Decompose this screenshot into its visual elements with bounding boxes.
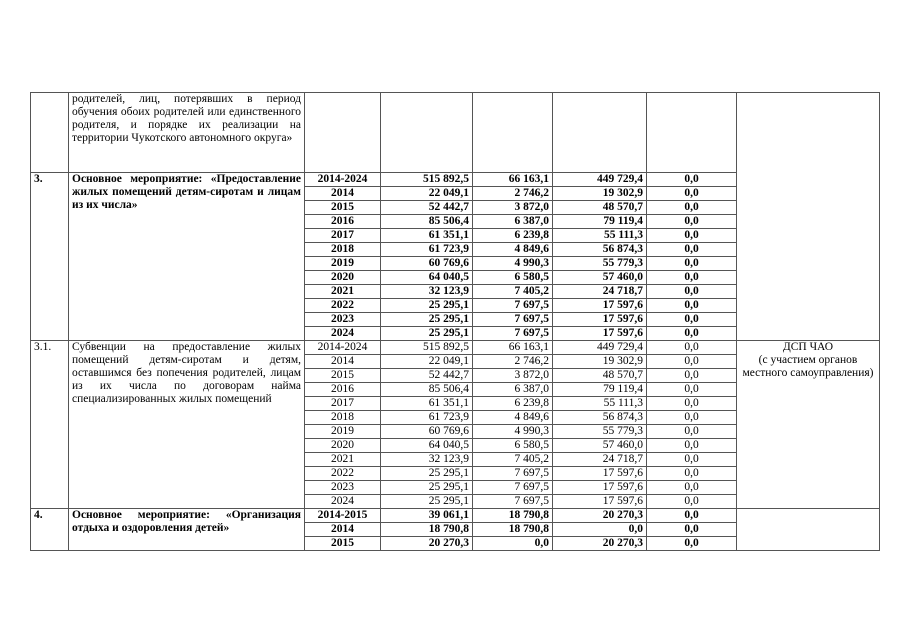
other-cell: 0,0: [647, 425, 737, 439]
total-cell: 20 270,3: [381, 537, 473, 551]
regional-cell: 24 718,7: [553, 285, 647, 299]
federal-cell: 7 697,5: [473, 299, 553, 313]
total-cell: 25 295,1: [381, 313, 473, 327]
period-cell: 2020: [305, 271, 381, 285]
continued-row: [31, 93, 880, 173]
total-cell: 18 790,8: [381, 523, 473, 537]
total-cell: 25 295,1: [381, 327, 473, 341]
total-cell: 61 723,9: [381, 411, 473, 425]
period-cell: 2022: [305, 299, 381, 313]
other-cell: 0,0: [647, 523, 737, 537]
total-cell: 61 351,1: [381, 397, 473, 411]
total-cell: 52 442,7: [381, 369, 473, 383]
executor-cell: [737, 509, 880, 551]
other-cell: 0,0: [647, 271, 737, 285]
federal-cell: 0,0: [473, 537, 553, 551]
period-cell: 2015: [305, 369, 381, 383]
period-cell: 2021: [305, 453, 381, 467]
empty-cell: [473, 93, 553, 173]
other-cell: 0,0: [647, 383, 737, 397]
total-cell: 64 040,5: [381, 271, 473, 285]
period-cell: 2024: [305, 327, 381, 341]
regional-cell: 20 270,3: [553, 537, 647, 551]
other-cell: 0,0: [647, 453, 737, 467]
total-cell: 52 442,7: [381, 201, 473, 215]
total-cell: 32 123,9: [381, 453, 473, 467]
regional-cell: 19 302,9: [553, 355, 647, 369]
other-cell: 0,0: [647, 341, 737, 355]
total-cell: 22 049,1: [381, 355, 473, 369]
federal-cell: 2 746,2: [473, 355, 553, 369]
other-cell: 0,0: [647, 397, 737, 411]
other-cell: 0,0: [647, 285, 737, 299]
federal-cell: 7 697,5: [473, 327, 553, 341]
other-cell: 0,0: [647, 313, 737, 327]
period-cell: 2017: [305, 397, 381, 411]
other-cell: 0,0: [647, 537, 737, 551]
federal-cell: 4 990,3: [473, 257, 553, 271]
regional-cell: 55 779,3: [553, 425, 647, 439]
other-cell: 0,0: [647, 467, 737, 481]
total-cell: 85 506,4: [381, 383, 473, 397]
regional-cell: 55 111,3: [553, 229, 647, 243]
period-cell: 2015: [305, 537, 381, 551]
regional-cell: 56 874,3: [553, 243, 647, 257]
federal-cell: 3 872,0: [473, 369, 553, 383]
federal-cell: 3 872,0: [473, 201, 553, 215]
table-row: [31, 509, 880, 523]
continued-description: родителей, лиц, потерявших в период обучения обоих родителей или единственного родителя, и порядке их реализации на территории Чукотского автономного округа»: [69, 93, 305, 173]
period-cell: 2021: [305, 285, 381, 299]
period-cell: 2022: [305, 467, 381, 481]
row-number-cell: 3.: [31, 173, 69, 341]
federal-cell: 6 387,0: [473, 383, 553, 397]
federal-cell: 6 580,5: [473, 439, 553, 453]
regional-cell: 55 111,3: [553, 397, 647, 411]
regional-cell: 449 729,4: [553, 173, 647, 187]
federal-cell: 4 990,3: [473, 425, 553, 439]
executor-text: ДСП ЧАО (с участием органов местного самоуправления): [742, 341, 874, 379]
activity-title: Основное мероприятие: «Предоставление жилых помещений детям-сиротам и лицам из их числа»: [69, 173, 305, 341]
federal-cell: 7 697,5: [473, 481, 553, 495]
regional-cell: 17 597,6: [553, 495, 647, 509]
table-row: [31, 341, 880, 355]
total-cell: 25 295,1: [381, 481, 473, 495]
period-cell: 2017: [305, 229, 381, 243]
other-cell: 0,0: [647, 481, 737, 495]
regional-cell: 56 874,3: [553, 411, 647, 425]
regional-cell: 48 570,7: [553, 201, 647, 215]
regional-cell: 79 119,4: [553, 215, 647, 229]
regional-cell: 20 270,3: [553, 509, 647, 523]
period-cell: 2016: [305, 383, 381, 397]
period-cell: 2020: [305, 439, 381, 453]
period-cell: 2015: [305, 201, 381, 215]
federal-cell: 4 849,6: [473, 411, 553, 425]
total-cell: 32 123,9: [381, 285, 473, 299]
empty-cell: [553, 93, 647, 173]
federal-cell: 6 580,5: [473, 271, 553, 285]
federal-cell: 7 697,5: [473, 467, 553, 481]
other-cell: 0,0: [647, 201, 737, 215]
period-cell: 2019: [305, 425, 381, 439]
regional-cell: 0,0: [553, 523, 647, 537]
federal-cell: 66 163,1: [473, 341, 553, 355]
other-cell: 0,0: [647, 299, 737, 313]
total-cell: 61 351,1: [381, 229, 473, 243]
other-cell: 0,0: [647, 243, 737, 257]
regional-cell: 79 119,4: [553, 383, 647, 397]
period-cell: 2016: [305, 215, 381, 229]
executor-cell: [737, 341, 880, 509]
other-cell: 0,0: [647, 509, 737, 523]
empty-cell: [647, 93, 737, 173]
period-cell: 2023: [305, 481, 381, 495]
total-cell: 25 295,1: [381, 495, 473, 509]
other-cell: 0,0: [647, 369, 737, 383]
total-cell: 515 892,5: [381, 173, 473, 187]
federal-cell: 66 163,1: [473, 173, 553, 187]
regional-cell: 17 597,6: [553, 299, 647, 313]
regional-cell: 19 302,9: [553, 187, 647, 201]
regional-cell: 17 597,6: [553, 467, 647, 481]
empty-cell: [305, 93, 381, 173]
total-cell: 25 295,1: [381, 299, 473, 313]
federal-cell: 18 790,8: [473, 509, 553, 523]
other-cell: 0,0: [647, 257, 737, 271]
empty-cell: [737, 93, 880, 341]
other-cell: 0,0: [647, 411, 737, 425]
federal-cell: 7 405,2: [473, 285, 553, 299]
other-cell: 0,0: [647, 439, 737, 453]
total-cell: 60 769,6: [381, 425, 473, 439]
regional-cell: 17 597,6: [553, 313, 647, 327]
period-cell: 2019: [305, 257, 381, 271]
total-cell: 22 049,1: [381, 187, 473, 201]
federal-cell: 7 405,2: [473, 453, 553, 467]
other-cell: 0,0: [647, 355, 737, 369]
period-cell: 2014: [305, 355, 381, 369]
period-cell: 2014-2015: [305, 509, 381, 523]
total-cell: 60 769,6: [381, 257, 473, 271]
activity-title: Основное мероприятие: «Организация отдыха и оздоровления детей»: [69, 509, 305, 551]
period-cell: 2014: [305, 187, 381, 201]
other-cell: 0,0: [647, 173, 737, 187]
row-number-cell: [31, 93, 69, 173]
total-cell: 39 061,1: [381, 509, 473, 523]
period-cell: 2014: [305, 523, 381, 537]
total-cell: 61 723,9: [381, 243, 473, 257]
regional-cell: 17 597,6: [553, 481, 647, 495]
regional-cell: 449 729,4: [553, 341, 647, 355]
other-cell: 0,0: [647, 215, 737, 229]
total-cell: 85 506,4: [381, 215, 473, 229]
federal-cell: 7 697,5: [473, 313, 553, 327]
period-cell: 2023: [305, 313, 381, 327]
federal-cell: 4 849,6: [473, 243, 553, 257]
other-cell: 0,0: [647, 187, 737, 201]
period-cell: 2018: [305, 243, 381, 257]
row-number-cell: 3.1.: [31, 341, 69, 509]
regional-cell: 24 718,7: [553, 453, 647, 467]
total-cell: 25 295,1: [381, 467, 473, 481]
activity-title: Субвенции на предоставление жилых помещений детям-сиротам и детям, оставшимся без попечения родителей, лицам из их числа по договорам найма специализированных жилых помещений: [69, 341, 305, 509]
regional-cell: 57 460,0: [553, 439, 647, 453]
regional-cell: 48 570,7: [553, 369, 647, 383]
total-cell: 515 892,5: [381, 341, 473, 355]
funding-table: [30, 92, 880, 551]
other-cell: 0,0: [647, 495, 737, 509]
period-cell: 2014-2024: [305, 341, 381, 355]
federal-cell: 6 239,8: [473, 397, 553, 411]
period-cell: 2014-2024: [305, 173, 381, 187]
federal-cell: 6 387,0: [473, 215, 553, 229]
total-cell: 64 040,5: [381, 439, 473, 453]
period-cell: 2018: [305, 411, 381, 425]
federal-cell: 6 239,8: [473, 229, 553, 243]
period-cell: 2024: [305, 495, 381, 509]
regional-cell: 57 460,0: [553, 271, 647, 285]
empty-cell: [381, 93, 473, 173]
other-cell: 0,0: [647, 229, 737, 243]
regional-cell: 17 597,6: [553, 327, 647, 341]
federal-cell: 2 746,2: [473, 187, 553, 201]
regional-cell: 55 779,3: [553, 257, 647, 271]
federal-cell: 7 697,5: [473, 495, 553, 509]
row-number-cell: 4.: [31, 509, 69, 551]
federal-cell: 18 790,8: [473, 523, 553, 537]
other-cell: 0,0: [647, 327, 737, 341]
